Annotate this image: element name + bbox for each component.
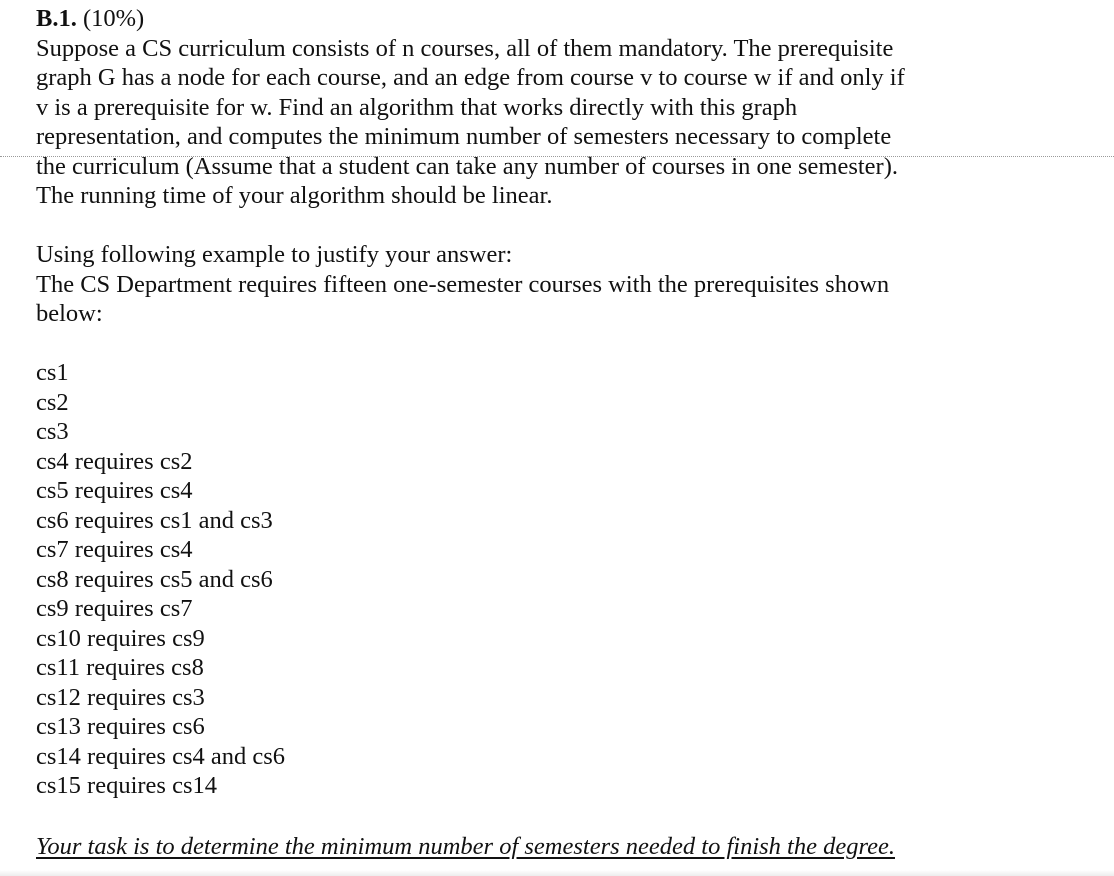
course-item: cs2 — [36, 388, 69, 416]
course-item: cs5 requires cs4 — [36, 477, 193, 504]
course-item: cs7 requires cs4 — [36, 536, 193, 563]
question-line: v is a prerequisite for w. Find an algorithm that works directly with this graph — [36, 93, 798, 121]
course-item: cs6 requires cs1 and cs3 — [36, 506, 273, 534]
paragraph-gap — [36, 211, 1096, 241]
course-item: cs11 requires cs8 — [36, 654, 204, 681]
question-heading — [36, 4, 1096, 34]
question-weight: (10%) — [76, 5, 145, 32]
question-line: Suppose a CS curriculum consists of n courses, all of them mandatory. The prerequisite — [36, 34, 894, 62]
course-item: cs8 requires cs5 and cs6 — [36, 565, 273, 593]
example-line: below: — [36, 300, 103, 327]
paragraph-gap — [36, 329, 1096, 359]
question-number: B.1. — [36, 5, 77, 32]
course-item: cs13 requires cs6 — [36, 713, 205, 740]
course-item: cs10 requires cs9 — [36, 624, 205, 652]
question-line: graph G has a node for each course, and an edge from course v to course w if and only if — [36, 64, 905, 91]
course-item: cs9 requires cs7 — [36, 595, 193, 622]
question-line: the curriculum (Assume that a student can take any number of courses in one semester). — [36, 152, 898, 180]
question-content — [36, 4, 1096, 801]
question-line: The running time of your algorithm should be linear. — [36, 182, 553, 209]
question-line: representation, and computes the minimum number of semesters necessary to complete — [36, 123, 892, 150]
course-item: cs12 requires cs3 — [36, 683, 205, 711]
course-item: cs15 requires cs14 — [36, 772, 217, 799]
course-item: cs1 — [36, 359, 69, 386]
course-item: cs3 — [36, 418, 69, 445]
task-statement: Your task is to determine the minimum number of semesters needed to finish the degree. — [36, 833, 895, 860]
page-bottom-edge — [0, 870, 1114, 876]
course-item: cs14 requires cs4 and cs6 — [36, 742, 286, 770]
example-line: Using following example to justify your answer: — [36, 241, 513, 268]
course-item: cs4 requires cs2 — [36, 447, 193, 475]
example-line: The CS Department requires fifteen one-semester courses with the prerequisites shown — [36, 270, 890, 298]
